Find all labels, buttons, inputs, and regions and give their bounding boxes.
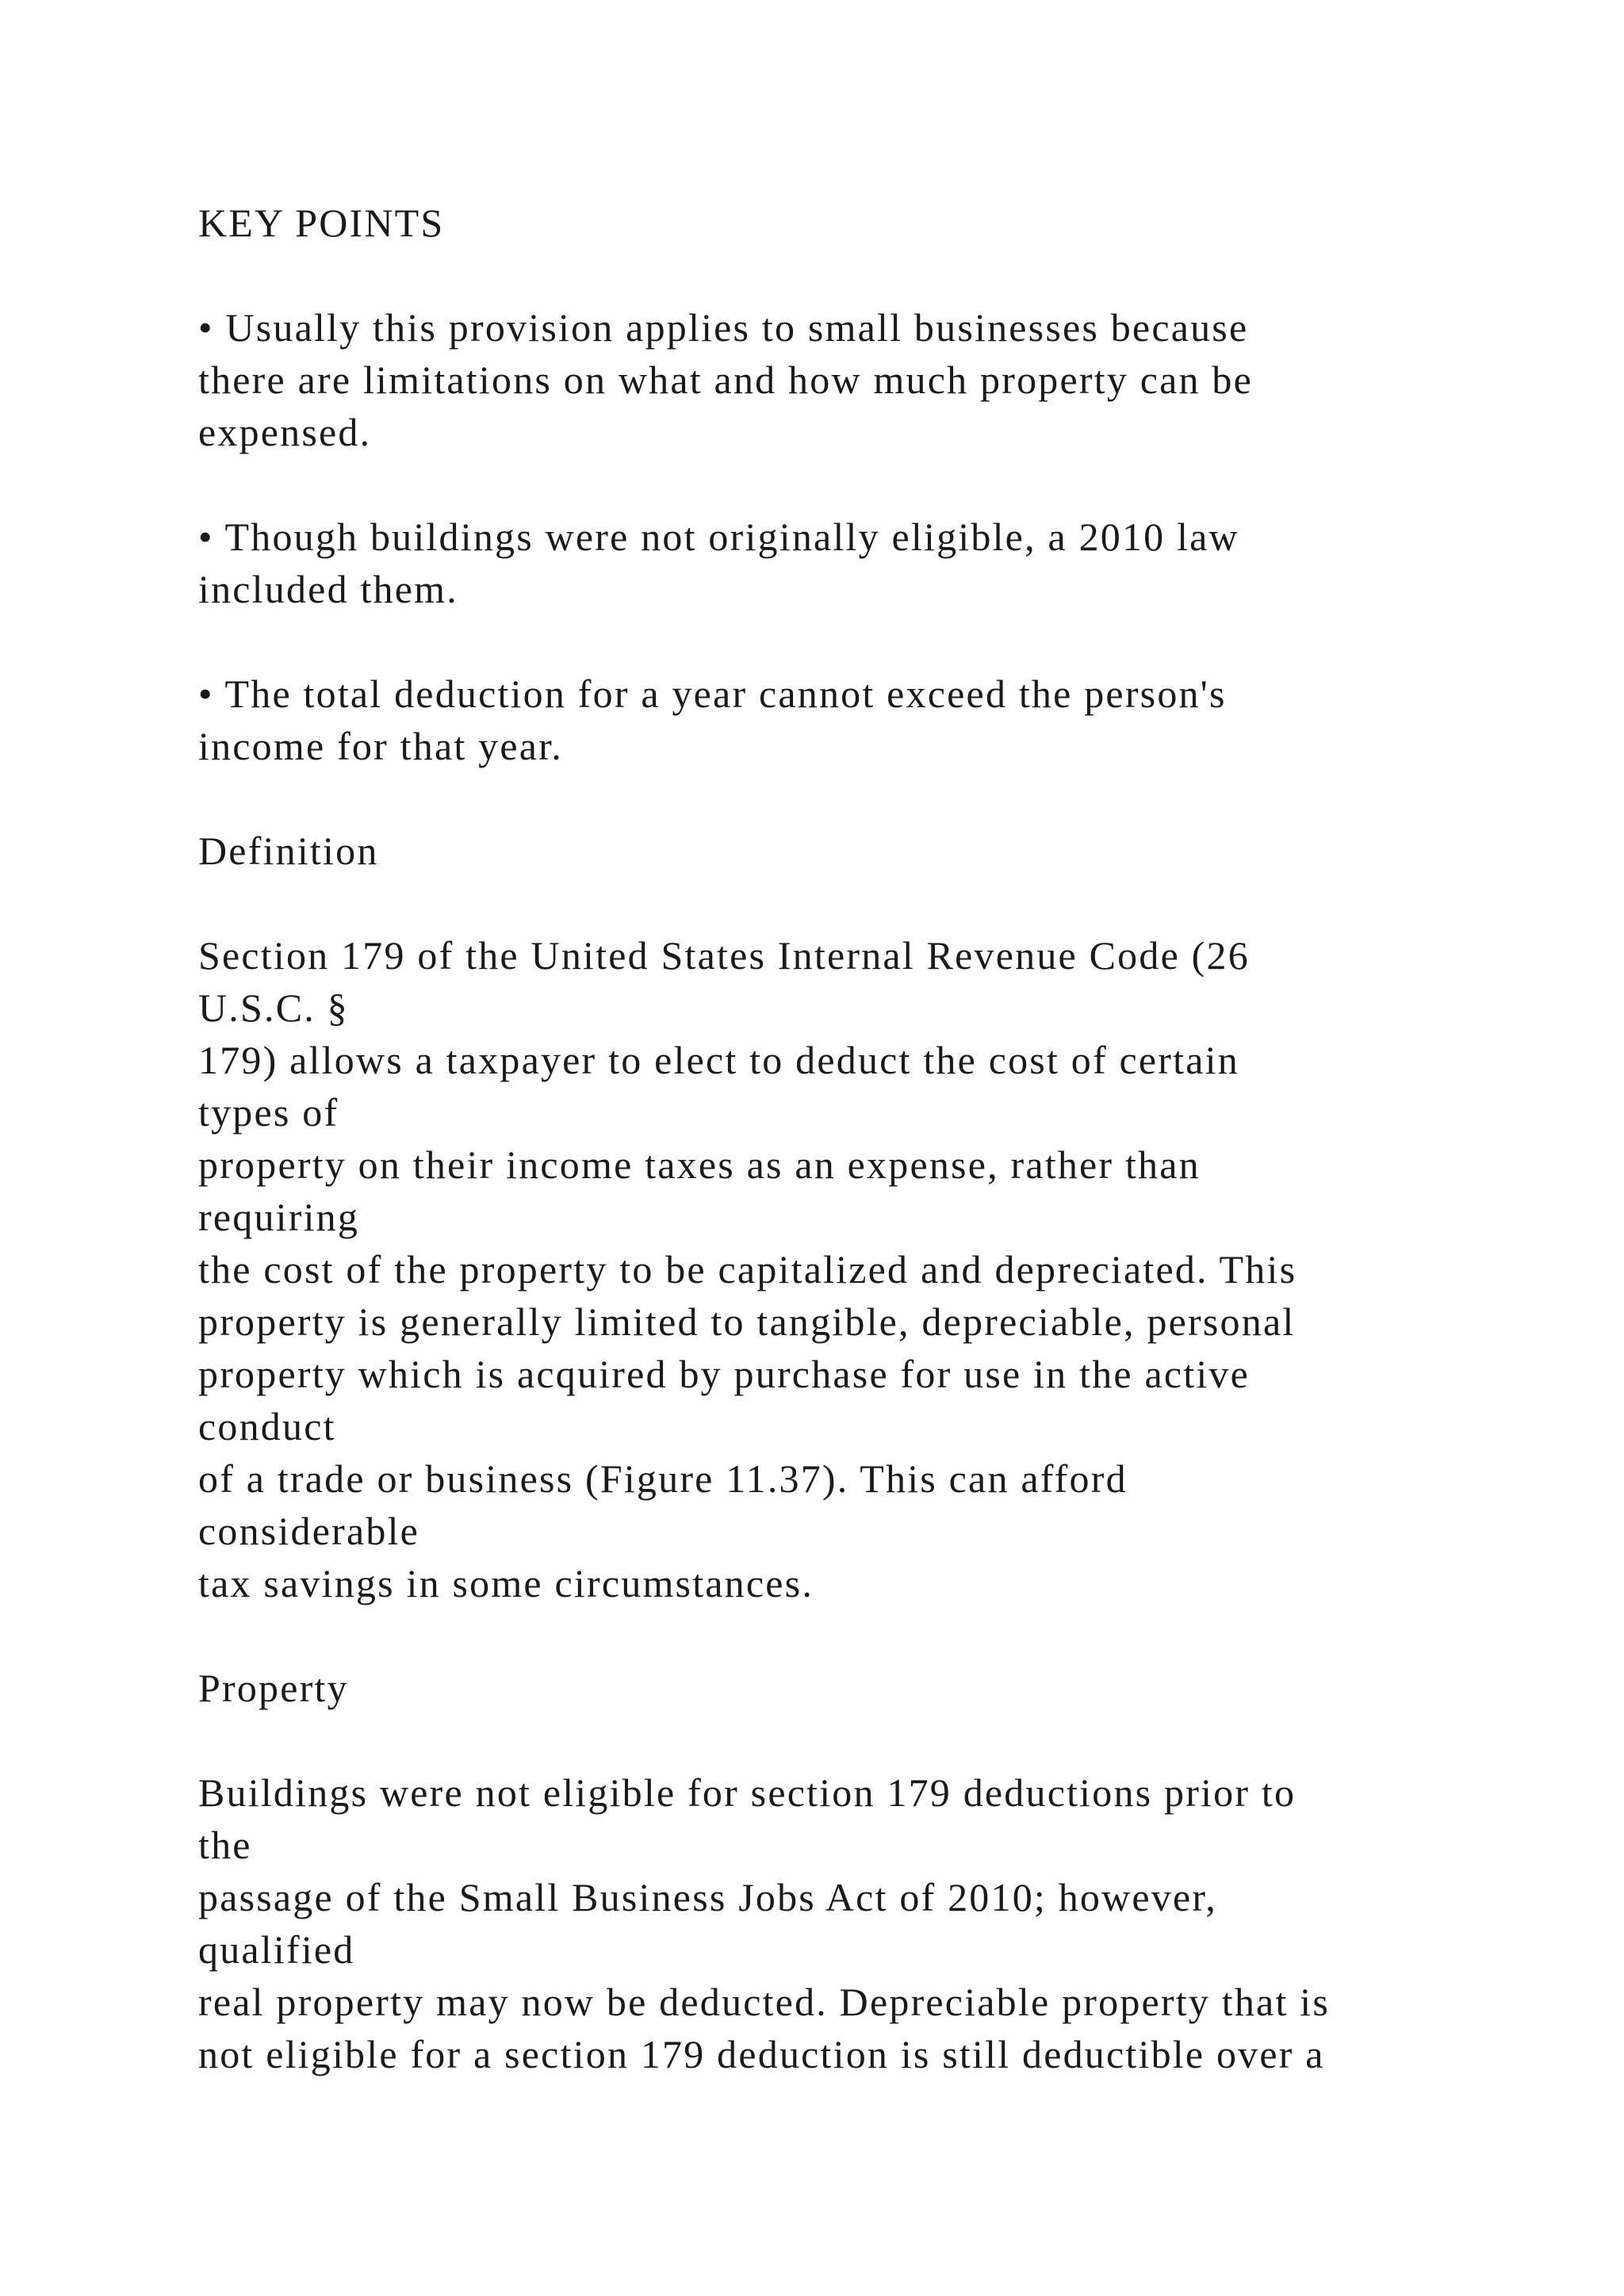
text-line: expensed. [198,410,372,454]
bullet-small-businesses [198,301,1578,458]
text-line: passage of the Small Business Jobs Act of 2010; however, [198,1875,1217,1919]
definition-body [198,929,1578,1609]
text-line: property is generally limited to tangible, depreciable, personal [198,1299,1296,1344]
text-line: not eligible for a section 179 deduction is still deductible over a [198,2032,1325,2076]
text-line: • Usually this provision applies to small businesses because [198,305,1249,350]
text-line: types of [198,1090,339,1135]
text-line: of a trade or business (Figure 11.37). This can afford [198,1456,1128,1501]
text-line: property which is acquired by purchase for use in the active [198,1352,1251,1396]
text-line: • The total deduction for a year cannot exceed the person's [198,672,1227,716]
text-line: considerable [198,1509,420,1553]
text-line: the [198,1823,252,1867]
text-line: income for that year. [198,724,563,768]
text-line: • Though buildings were not originally eligible, a 2010 law [198,515,1239,559]
bullet-buildings-2010-law [198,511,1578,615]
text-line: tax savings in some circumstances. [198,1561,814,1605]
document-page [198,197,1578,2080]
text-line: included them. [198,567,458,611]
heading-definition [198,825,1578,877]
text-line: Definition [198,828,379,873]
text-line: Buildings were not eligible for section 179 deductions prior to [198,1770,1297,1815]
heading-key-points [198,197,1578,249]
text-line: requiring [198,1195,360,1239]
text-line: Section 179 of the United States Internal Revenue Code (26 [198,933,1250,978]
text-line: 179) allows a taxpayer to elect to deduct the cost of certain [198,1038,1239,1082]
text-line: there are limitations on what and how much property can be [198,358,1253,402]
text-line: conduct [198,1404,336,1448]
text-line: KEY POINTS [198,201,445,245]
text-line: property on their income taxes as an expense, rather than [198,1142,1201,1187]
property-body [198,1766,1578,2080]
text-line: real property may now be deducted. Depreciable property that is [198,1980,1330,2024]
text-line: U.S.C. § [198,985,349,1030]
text-line: qualified [198,1927,355,1972]
bullet-total-deduction [198,668,1578,772]
heading-property [198,1662,1578,1714]
text-line: Property [198,1666,349,1710]
text-line: the cost of the property to be capitalized and depreciated. This [198,1247,1297,1292]
